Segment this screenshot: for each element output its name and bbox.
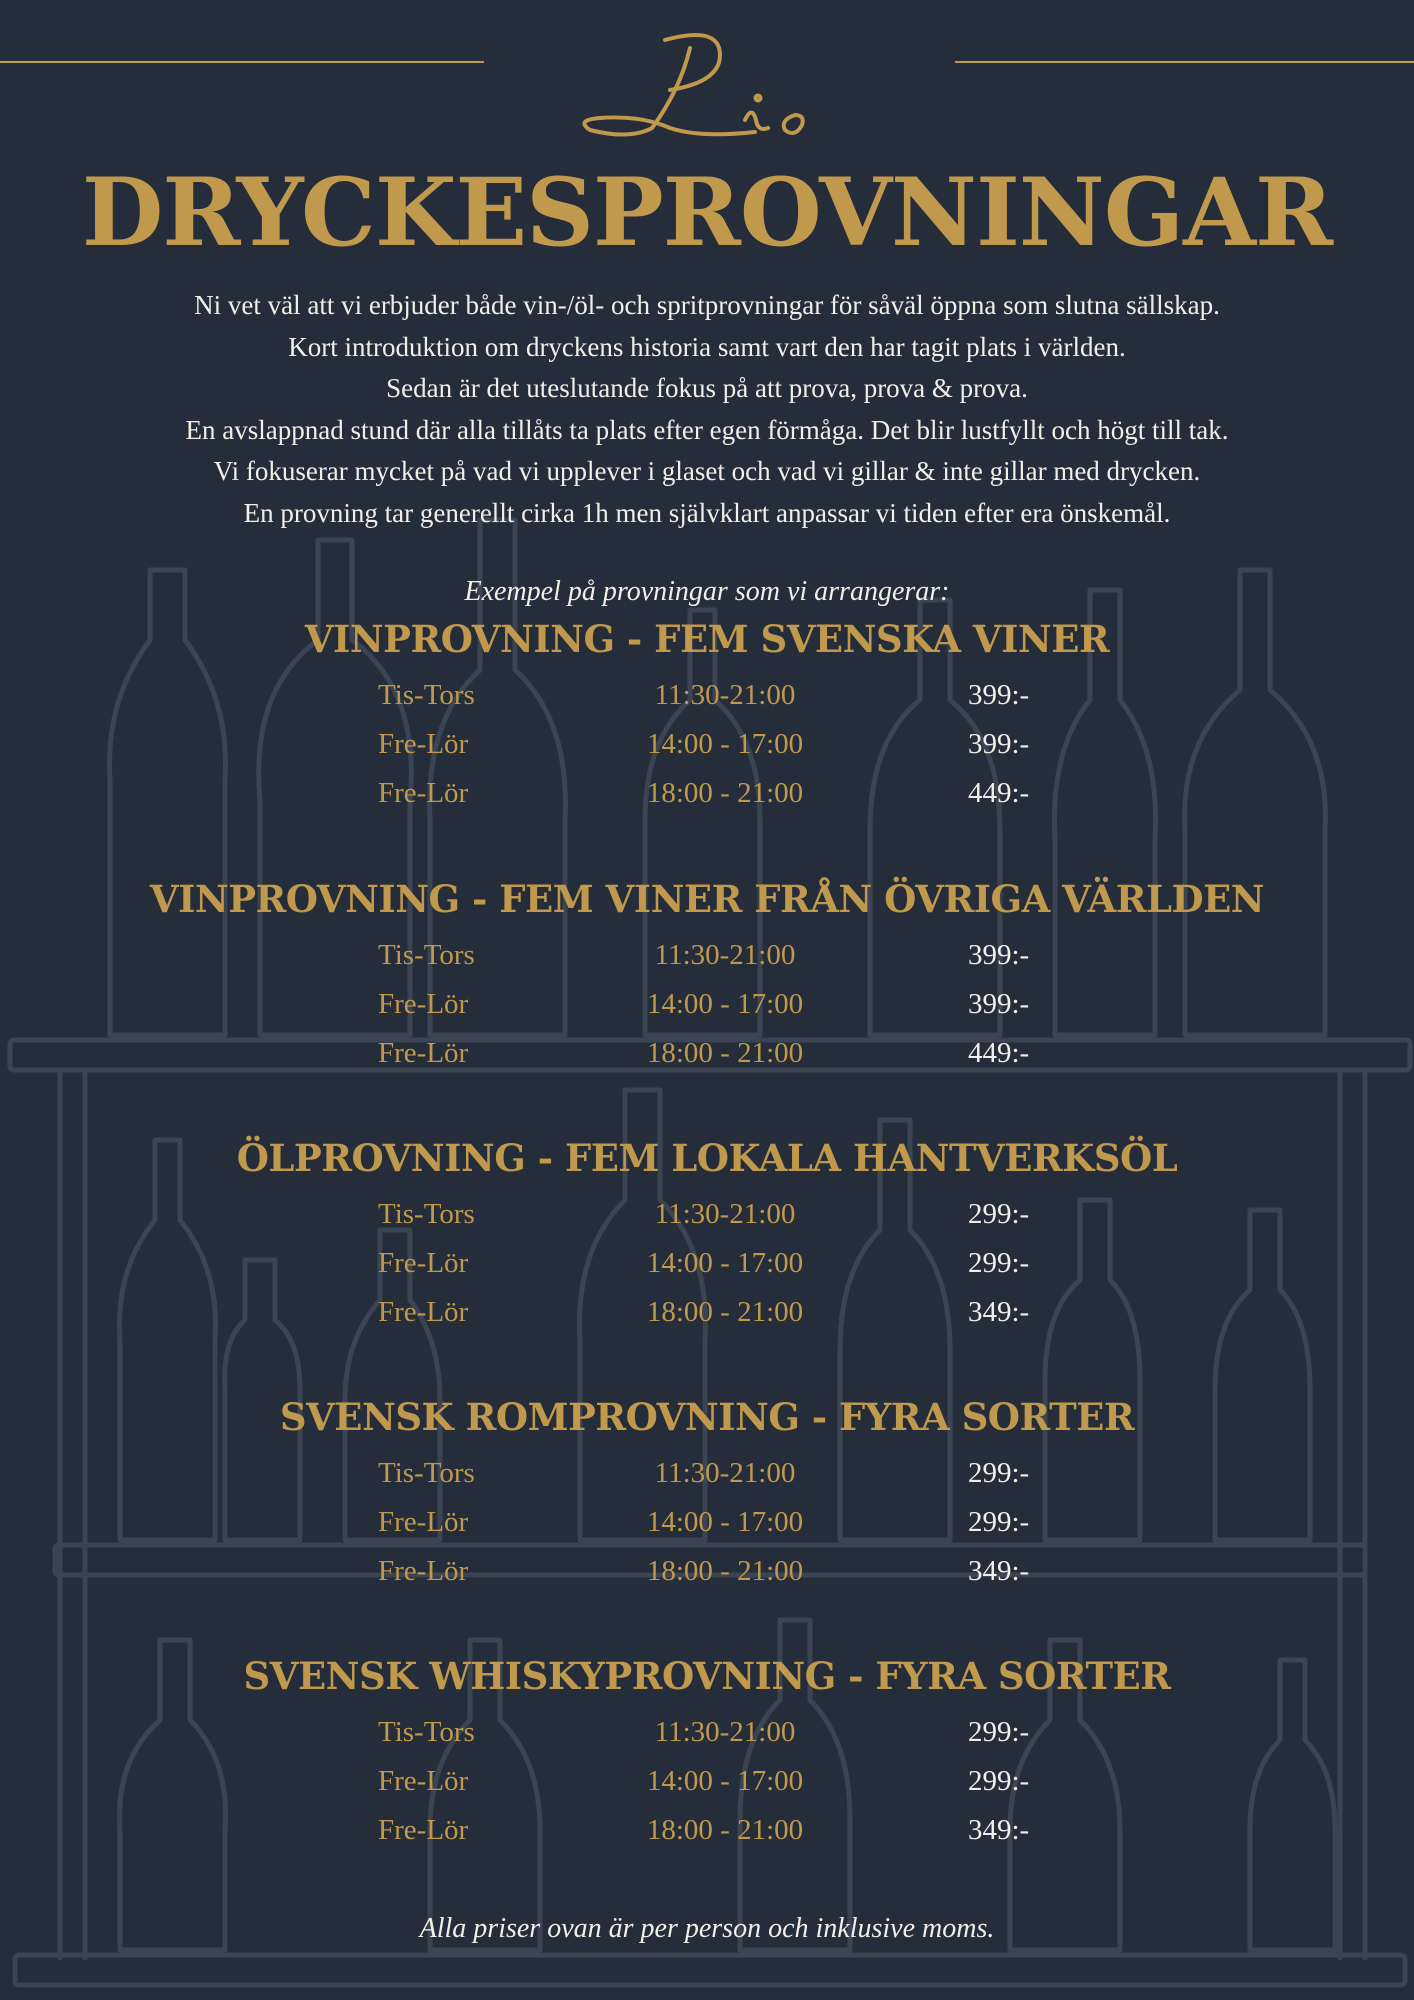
price-label: 349:- bbox=[968, 1814, 1030, 1846]
price-label: 299:- bbox=[968, 1716, 1030, 1748]
day-label: Fre-Lör bbox=[378, 1555, 469, 1587]
time-label: 11:30-21:00 bbox=[654, 1198, 796, 1230]
day-label: Fre-Lör bbox=[378, 988, 469, 1020]
time-label: 18:00 - 21:00 bbox=[646, 1296, 804, 1328]
price-label: 449:- bbox=[968, 1037, 1030, 1069]
schedule-row bbox=[0, 1029, 1414, 1078]
schedule-row bbox=[0, 1547, 1414, 1596]
intro-line: Kort introduktion om dryckens historia samt vart den har tagit plats i världen. bbox=[288, 331, 1126, 362]
tasting-section-craft-beer bbox=[0, 1130, 1414, 1337]
price-label: 299:- bbox=[968, 1506, 1030, 1538]
price-label: 349:- bbox=[968, 1555, 1030, 1587]
price-label: 399:- bbox=[968, 988, 1030, 1020]
intro-text bbox=[0, 285, 1414, 534]
day-label: Fre-Lör bbox=[378, 1506, 469, 1538]
price-label: 449:- bbox=[968, 777, 1030, 809]
page-title: DRYCKESPROVNINGAR bbox=[81, 158, 1333, 268]
examples-heading: Exempel på provningar som vi arrangerar: bbox=[464, 576, 950, 607]
day-label: Fre-Lör bbox=[378, 1037, 469, 1069]
day-label: Fre-Lör bbox=[378, 777, 469, 809]
time-label: 11:30-21:00 bbox=[654, 1457, 796, 1489]
tasting-section-rum bbox=[0, 1389, 1414, 1596]
time-label: 18:00 - 21:00 bbox=[646, 1814, 804, 1846]
time-label: 14:00 - 17:00 bbox=[646, 1247, 804, 1279]
day-label: Tis-Tors bbox=[378, 679, 475, 711]
time-label: 11:30-21:00 bbox=[654, 1716, 796, 1748]
decorative-line-right bbox=[955, 61, 1414, 63]
time-label: 14:00 - 17:00 bbox=[646, 1506, 804, 1538]
price-label: 399:- bbox=[968, 728, 1030, 760]
price-footnote: Alla priser ovan är per person och inklusive moms. bbox=[419, 1913, 995, 1944]
price-label: 299:- bbox=[968, 1247, 1030, 1279]
day-label: Fre-Lör bbox=[378, 728, 469, 760]
time-label: 11:30-21:00 bbox=[654, 679, 796, 711]
schedule-row bbox=[0, 1498, 1414, 1547]
schedule-row bbox=[0, 931, 1414, 980]
section-title: VINPROVNING - FEM SVENSKA VINER bbox=[304, 617, 1110, 661]
schedule-row bbox=[0, 1708, 1414, 1757]
day-label: Fre-Lör bbox=[378, 1765, 469, 1797]
schedule-row bbox=[0, 1239, 1414, 1288]
tasting-section-swedish-wine bbox=[0, 611, 1414, 818]
price-label: 399:- bbox=[968, 939, 1030, 971]
day-label: Tis-Tors bbox=[378, 1716, 475, 1748]
schedule-row bbox=[0, 769, 1414, 818]
time-label: 14:00 - 17:00 bbox=[646, 728, 804, 760]
section-title: SVENSK ROMPROVNING - FYRA SORTER bbox=[279, 1395, 1135, 1439]
schedule-row bbox=[0, 1190, 1414, 1239]
time-label: 14:00 - 17:00 bbox=[646, 988, 804, 1020]
day-label: Fre-Lör bbox=[378, 1247, 469, 1279]
day-label: Tis-Tors bbox=[378, 939, 475, 971]
day-label: Tis-Tors bbox=[378, 1198, 475, 1230]
section-title: ÖLPROVNING - FEM LOKALA HANTVERKSÖL bbox=[236, 1136, 1178, 1180]
day-label: Tis-Tors bbox=[378, 1457, 475, 1489]
tasting-section-whisky bbox=[0, 1648, 1414, 1855]
time-label: 11:30-21:00 bbox=[654, 939, 796, 971]
intro-line: Sedan är det uteslutande fokus på att prova, prova & prova. bbox=[386, 373, 1028, 403]
price-label: 299:- bbox=[968, 1765, 1030, 1797]
time-label: 14:00 - 17:00 bbox=[646, 1765, 804, 1797]
time-label: 18:00 - 21:00 bbox=[646, 1555, 804, 1587]
price-label: 299:- bbox=[968, 1457, 1030, 1489]
schedule-row bbox=[0, 720, 1414, 769]
intro-line: Vi fokuserar mycket på vad vi upplever i glaset och vad vi gillar & inte gillar med drycken. bbox=[213, 456, 1201, 486]
intro-line: En avslappnad stund där alla tillåts ta plats efter egen förmåga. Det blir lustfyllt och högt till tak. bbox=[185, 414, 1229, 445]
schedule-row bbox=[0, 1806, 1414, 1855]
time-label: 18:00 - 21:00 bbox=[646, 777, 804, 809]
section-title: SVENSK WHISKYPROVNING - FYRA SORTER bbox=[243, 1654, 1171, 1698]
day-label: Fre-Lör bbox=[378, 1296, 469, 1328]
price-label: 299:- bbox=[968, 1198, 1030, 1230]
schedule-row bbox=[0, 980, 1414, 1029]
pio-logo bbox=[570, 20, 860, 145]
schedule-row bbox=[0, 1449, 1414, 1498]
schedule-row bbox=[0, 1288, 1414, 1337]
intro-line: Ni vet väl att vi erbjuder både vin-/öl- och spritprovningar för såväl öppna som slutna sällskap. bbox=[194, 290, 1220, 320]
price-label: 399:- bbox=[968, 679, 1030, 711]
intro-line: En provning tar generellt cirka 1h men självklart anpassar vi tiden efter era önskemål. bbox=[243, 497, 1171, 528]
price-label: 349:- bbox=[968, 1296, 1030, 1328]
time-label: 18:00 - 21:00 bbox=[646, 1037, 804, 1069]
tasting-section-world-wine bbox=[0, 871, 1414, 1078]
decorative-line-left bbox=[0, 61, 484, 63]
schedule-row bbox=[0, 671, 1414, 720]
day-label: Fre-Lör bbox=[378, 1814, 469, 1846]
section-title: VINPROVNING - FEM VINER FRÅN ÖVRIGA VÄRLDEN bbox=[149, 877, 1265, 921]
schedule-row bbox=[0, 1757, 1414, 1806]
